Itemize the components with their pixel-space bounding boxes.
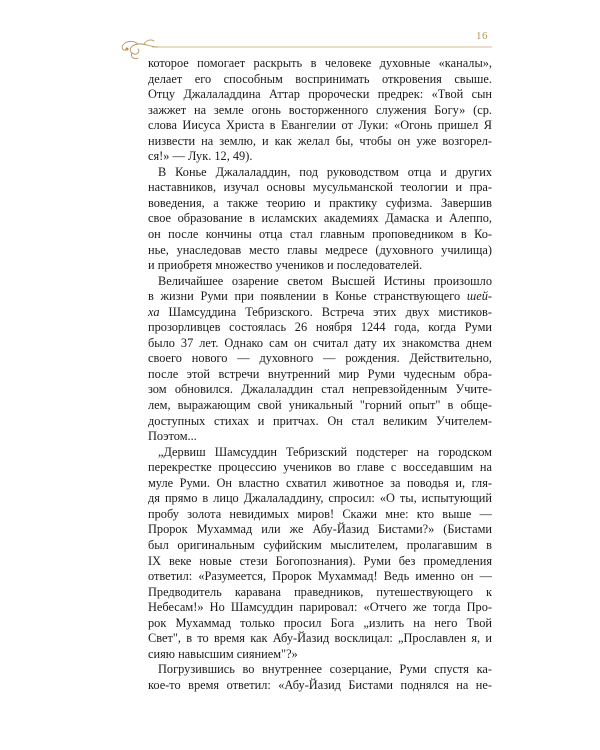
- text-line: свое образование в исламских академиях Дамаска и Алеппо,: [148, 211, 492, 226]
- text-line: доступных стихах и притчах. Он стал великим Учителем-: [148, 413, 492, 428]
- text-line: Величайшее озарение светом Высшей Истины произошло: [158, 273, 492, 288]
- text-line: Пророк Мухаммад или же Абу-Йазид Бистами?» (Бистами: [148, 522, 492, 537]
- paragraph-3: [148, 274, 492, 445]
- text-line: Погрузившись во внутреннее созерцание, Руми спустя ка-: [158, 662, 492, 677]
- text-line: Свет", в то время как Абу-Йазид восклицал: „Прославлен я, и: [148, 631, 492, 646]
- text-line: своего нового — духовного — рождения. Действительно,: [148, 351, 492, 366]
- text-line: нье, унаследовав место главы медресе (духовного училища): [148, 242, 492, 257]
- text-line: было 37 лет. Однако сам он считал дату их знакомства днем: [148, 335, 492, 350]
- text-line: ха Шамсуддина Тебризского. Встреча этих двух мистиков-: [148, 304, 492, 319]
- paragraph-2: [148, 165, 492, 274]
- text-line: слова Иисуса Христа в Евангелии от Луки: «Огонь пришел Я: [148, 118, 492, 133]
- text-line: которое помогает раскрыть в человеке духовные «каналы»,: [148, 56, 492, 70]
- body-text: [148, 56, 492, 693]
- text-line: рок Мухаммад только просил Бога „излить на него Твой: [148, 615, 492, 630]
- italic-term: ха: [148, 304, 160, 319]
- text-line: зом обновился. Джалаладдин стал непревзойденным Учите-: [148, 382, 492, 397]
- text-line: сияю навысшим сиянием"?»: [148, 646, 298, 661]
- text-line: Предводитель каравана праведников, путешествующего к: [148, 584, 492, 599]
- text-line: низвести на землю, и как желал бы, чтобы он уже возгорел-: [148, 133, 492, 148]
- text-line: воведения, а также теорию и практику суфизма. Завершив: [148, 195, 492, 210]
- text-line: кое-то время ответил: «Абу-Йазид Бистами поднялся на не-: [148, 677, 492, 692]
- text-line: лем, выражающим свой уникальный "горний опыт" в обще-: [148, 398, 492, 413]
- text-line: Поэтом...: [148, 429, 197, 444]
- text-line: наставников, изучал основы мусульманской теологии и пра-: [148, 180, 492, 195]
- text-line: Небесам!» Но Шамсуддин парировал: «Отчего же тогда Про-: [148, 600, 492, 615]
- text-line: был оригинальным суфийским мыслителем, пролагавшим в: [148, 537, 492, 552]
- text-line: он после кончины отца стал главным проповедником в Ко-: [148, 227, 492, 242]
- text-line: прозорливцев состоялась 26 ноября 1244 года, когда Руми: [148, 320, 492, 335]
- text-line: и приобретя множество учеников и последователей.: [148, 258, 423, 273]
- text-line: зажжет на земле огонь восторженного служения Богу» (ср.: [148, 102, 492, 117]
- text-line: ся!» — Лук. 12, 49).: [148, 149, 253, 164]
- text-line: ответил: «Разумеется, Пророк Мухаммад! Ведь именно он —: [148, 569, 492, 584]
- text-line: „Дервиш Шамсуддин Тебризский подстерег на городском: [158, 444, 492, 459]
- text-line: после этой встречи внутренний мир Руми чудесным обра-: [148, 366, 492, 381]
- paragraph-1: [148, 56, 492, 165]
- italic-term: шей-: [466, 289, 492, 304]
- paragraph-4-quote: [148, 445, 492, 663]
- text-line: в жизни Руми при появлении в Конье странствующего шей-: [148, 289, 492, 304]
- text-line: IX веке новые стези Богопознания). Руми без промедления: [148, 553, 492, 568]
- text-line: перекрестке процессию учеников во главе с восседавшим на: [148, 460, 492, 475]
- paragraph-5: [148, 662, 492, 693]
- text-line: пробу золота невидимых миров! Скажи мне: кто выше —: [148, 506, 492, 521]
- text-line: делает его способным воспринимать откровения свыше.: [148, 71, 492, 86]
- page-number: 16: [476, 30, 488, 42]
- text-line: Отцу Джалаладдина Аттар пророчески предрек: «Твой сын: [148, 87, 492, 102]
- text-line: муле Руми. Он властно схватил животное за поводья и, гля-: [148, 475, 492, 490]
- text-line: дя прямо в лицо Джалаладдину, спросил: «О ты, испытующий: [148, 491, 492, 506]
- text-line: В Конье Джалаладдин, под руководством отца и других: [158, 164, 492, 179]
